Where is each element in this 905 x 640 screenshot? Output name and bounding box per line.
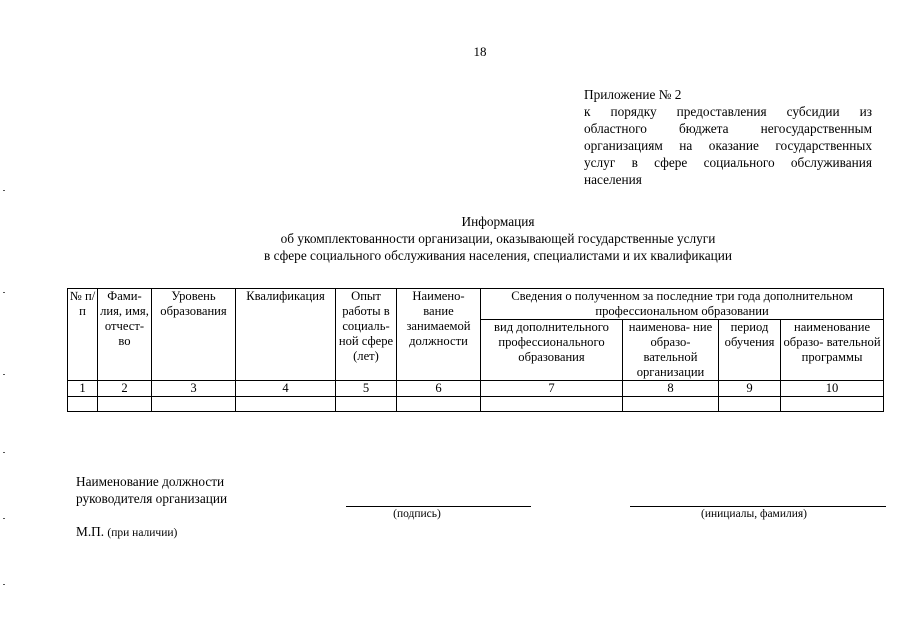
column-number-cell: 6 (397, 381, 481, 397)
signatory-position (76, 473, 227, 507)
header-cell-position: Наимено- вание занимаемой должности (397, 289, 481, 381)
signature-line (346, 506, 531, 507)
appendix-line: населения (584, 172, 642, 187)
header-cell-program-name: наименование образо- вательной программы (781, 320, 884, 381)
appendix-line: к порядку предоставления субсидии из (584, 104, 872, 119)
staffing-table (67, 288, 884, 412)
stamp-note (76, 524, 177, 540)
margin-mark (3, 374, 5, 375)
document-title-line: об укомплектованности организации, оказывающей государственные услуги (280, 231, 716, 246)
appendix-line: услуг в сфере социального обслуживания (584, 155, 872, 170)
header-cell-experience: Опыт работы в социаль- ной сфере (лет) (336, 289, 397, 381)
empty-cell (152, 397, 236, 412)
empty-cell (481, 397, 623, 412)
table-row (68, 397, 884, 412)
header-cell-education-level: Уровень образования (152, 289, 236, 381)
header-cell-additional-education-group: Сведения о полученном за последние три года дополнительном профессиональном образовании (481, 289, 884, 320)
header-cell-study-period: период обучения (719, 320, 781, 381)
signatory-position-line: руководителя организации (76, 491, 228, 506)
empty-cell (719, 397, 781, 412)
empty-cell (781, 397, 884, 412)
margin-mark (3, 584, 5, 585)
empty-cell (68, 397, 98, 412)
signature-caption: (подпись) (393, 508, 441, 520)
document-title (0, 213, 905, 264)
empty-cell (623, 397, 719, 412)
empty-cell (397, 397, 481, 412)
appendix-title: Приложение № 2 (584, 87, 682, 102)
header-cell-full-name: Фами- лия, имя, отчест- во (98, 289, 152, 381)
empty-cell (98, 397, 152, 412)
column-number-cell: 4 (236, 381, 336, 397)
signatory-position-line: Наименование должности (76, 474, 225, 489)
name-line (630, 506, 886, 507)
appendix-line: областного бюджета негосударственным (584, 121, 872, 136)
column-number-cell: 9 (719, 381, 781, 397)
header-cell-institution: наименова- ние образо- вательной организации (623, 320, 719, 381)
header-cell-number: № п/п (68, 289, 98, 381)
column-number-cell: 5 (336, 381, 397, 397)
appendix-block (584, 86, 872, 188)
margin-mark (3, 452, 5, 453)
column-number-cell: 7 (481, 381, 623, 397)
name-caption: (инициалы, фамилия) (700, 508, 808, 520)
column-number-cell: 3 (152, 381, 236, 397)
empty-cell (236, 397, 336, 412)
column-number-cell: 8 (623, 381, 719, 397)
stamp-condition: (при наличии) (107, 527, 178, 539)
page-number: 18 (473, 44, 487, 59)
stamp-label: М.П. (76, 524, 105, 539)
appendix-line: организациям на оказание государственных (584, 138, 872, 153)
column-number-cell: 2 (98, 381, 152, 397)
header-cell-education-type: вид дополнительного профессионального образования (481, 320, 623, 381)
column-number-cell: 10 (781, 381, 884, 397)
document-title-line: Информация (461, 214, 535, 229)
margin-mark (3, 518, 5, 519)
margin-mark (3, 292, 5, 293)
margin-mark (3, 190, 5, 191)
empty-cell (336, 397, 397, 412)
header-cell-qualification: Квалификация (236, 289, 336, 381)
column-number-cell: 1 (68, 381, 98, 397)
document-title-line: в сфере социального обслуживания населения, специалистами и их квалификации (264, 248, 732, 263)
